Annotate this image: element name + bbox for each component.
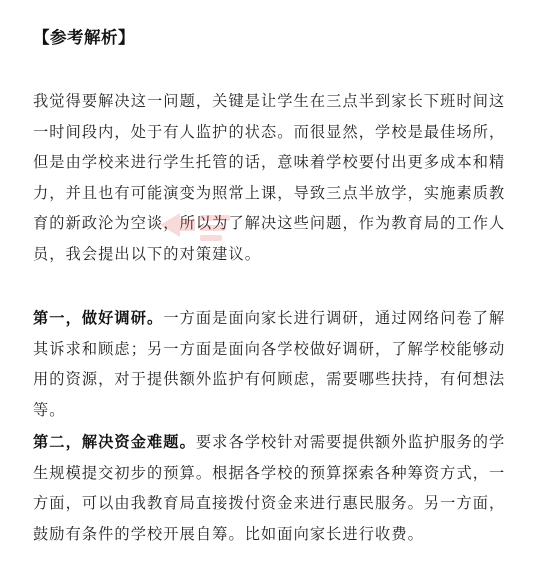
second-suggestion-lead: 第二，解决资金难题。 <box>33 433 196 451</box>
intro-paragraph: 我觉得要解决这一问题，关键是让学生在三点半到家长下班时间这一时间段内，处于有人监护的状态。而很显然，学校是最佳场所，但是由学校来进行学生托管的话，意味着学校要付出更多成本和精力，并且也有可能演变为照常上课，导致三点半放学，实施素质教育的新政沦为空谈，所以为了解决这些问题，作为教育局的工作人员，我会提出以下的对策建议。 <box>33 92 506 263</box>
first-suggestion-body: 一方面是面向家长进行调研，通过网络问卷了解其诉求和顾虑；另一方面是面向各学校做好调研，了解学校能够动用的资源，对于提供额外监护有何顾虑，需要哪些扶持，有何想法等。 <box>33 309 506 419</box>
section-heading: 【参考解析】 <box>33 28 135 47</box>
second-suggestion-paragraph <box>33 427 511 549</box>
second-suggestion-body: 要求各学校针对需要提供额外监护服务的学生规模提交初步的预算。根据各学校的预算探索各种筹资方式，一方面，可以由我教育局直接拨付资金来进行惠民服务。另一方面，鼓励有条件的学校开展自筹。比如面向家长进行收费。 <box>33 433 506 543</box>
first-suggestion-paragraph <box>33 303 511 425</box>
first-suggestion-lead: 第一，做好调研。 <box>33 309 164 327</box>
